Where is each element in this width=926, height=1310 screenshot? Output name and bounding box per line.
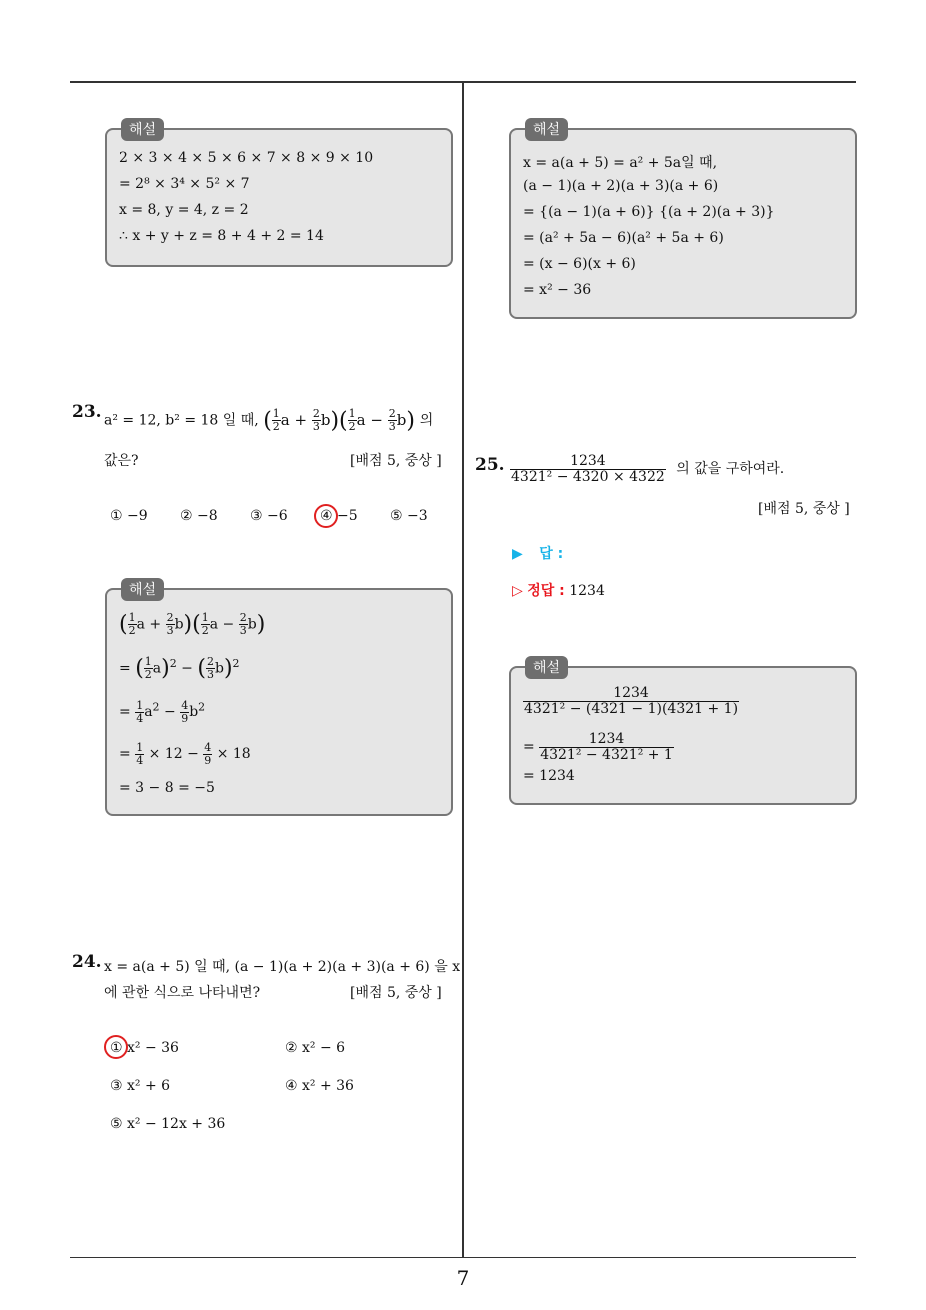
question-23-text: [104, 408, 433, 433]
q24-option-4[interactable]: ④ x² + 36: [285, 1078, 354, 1094]
question-25-score: [배점 5, 중상 ]: [758, 501, 850, 517]
sol22-line-1: 2 × 3 × 4 × 5 × 6 × 7 × 8 × 9 × 10: [119, 150, 374, 166]
question-number-23: 23.: [72, 402, 102, 422]
sol23-line-2: = ( $\frac{1}{2}$ a)$^2$ − ( $\frac{2}{3}$ b)$^2$: [119, 655, 240, 681]
solution-label: 해설: [525, 656, 568, 679]
sol24-line-6: = x² − 36: [523, 282, 592, 298]
solution-box-23: [105, 582, 453, 816]
question-25-text: $\frac{1234}{\text{4321² − 4320 × 4322}}$ 의 값을 구하여라.: [511, 453, 785, 485]
q24-option-5[interactable]: ⑤ x² − 12x + 36: [110, 1116, 226, 1132]
sol25-line-2: = $\frac{1234}{\text{4321² − 4321² + 1}}$: [523, 731, 673, 763]
play-outline-icon: ▷: [512, 583, 523, 599]
sol24-line-5: = (x − 6)(x + 6): [523, 256, 636, 272]
solution-box-24: [509, 122, 857, 319]
q24-option-1[interactable]: ① x² − 36: [110, 1040, 179, 1056]
q24-option-2[interactable]: ② x² − 6: [285, 1040, 346, 1056]
question-23-line-2: 값은?: [104, 453, 139, 469]
sol22-line-4: ∴ x + y + z = 8 + 4 + 2 = 14: [119, 228, 324, 244]
answer-label: 답 :: [539, 546, 564, 562]
sol23-line-5: = 3 − 8 = −5: [119, 780, 215, 796]
q23-option-5[interactable]: ⑤ −3: [390, 508, 428, 524]
sol22-line-3: x = 8, y = 4, z = 2: [119, 202, 249, 218]
solution-box-25: [509, 660, 857, 805]
sol23-line-1: ( $\frac{1}{2}$ a + $\frac{2}{3}$ b)( $\frac{1}{2}$ a − $\frac{2}{3}$ b): [119, 611, 266, 637]
q23-option-2[interactable]: ② −8: [180, 508, 218, 524]
solution-label: 해설: [121, 118, 164, 141]
q23-option-1[interactable]: ① −9: [110, 508, 148, 524]
sol24-line-4: = (a² + 5a − 6)(a² + 5a + 6): [523, 230, 724, 246]
solution-label: 해설: [525, 118, 568, 141]
question-24-score: [배점 5, 중상 ]: [350, 985, 442, 1001]
sol24-line-1: x = a(a + 5) = a² + 5a일 때,: [523, 155, 718, 171]
sol23-line-4: = $\frac{1}{4}$ × 12 − $\frac{4}{9}$ × 18: [119, 741, 251, 767]
q23-condition: a² = 12, b² = 18 일 때,: [104, 412, 259, 429]
bottom-rule: [70, 1257, 856, 1258]
answer-row: [512, 543, 563, 563]
question-23-score: [배점 5, 중상 ]: [350, 453, 442, 469]
question-number-25: 25.: [475, 455, 505, 475]
q23-option-3[interactable]: ③ −6: [250, 508, 288, 524]
correct-answer-label: 정답 :: [527, 583, 565, 599]
q23-option-4[interactable]: ④ −5: [320, 508, 358, 524]
selected-answer-circle: [314, 504, 338, 528]
page-number: 7: [456, 1266, 470, 1290]
correct-answer-row: [512, 580, 605, 600]
q23-suffix: 의: [419, 412, 434, 429]
q23-expression: ( $\frac{1}{2}$ a + $\frac{2}{3}$ b)( $\frac{1}{2}$ a − $\frac{2}{3}$ b): [263, 407, 415, 433]
solution-box-22: [105, 122, 453, 267]
sol25-line-3: = 1234: [523, 768, 575, 784]
question-number-24: 24.: [72, 952, 102, 972]
selected-answer-circle: [104, 1035, 128, 1059]
sol25-line-1: $\frac{1234}{\text{4321² − (4321 − 1)(4321 + 1)}}$: [524, 685, 739, 717]
q24-option-3[interactable]: ③ x² + 6: [110, 1078, 171, 1094]
sol23-line-3: = $\frac{1}{4}$ $a^2$ − $\frac{4}{9}$ $b^2$: [119, 699, 206, 725]
question-24-line-1: x = a(a + 5) 일 때, (a − 1)(a + 2)(a + 3)(a + 6) 을 x: [104, 959, 461, 975]
sol24-line-2: (a − 1)(a + 2)(a + 3)(a + 6): [523, 178, 719, 194]
play-icon: ▶: [512, 546, 523, 562]
solution-label: 해설: [121, 578, 164, 601]
correct-answer-value: 1234: [569, 583, 605, 599]
sol24-line-3: = {(a − 1)(a + 6)} {(a + 2)(a + 3)}: [523, 204, 775, 220]
sol22-line-2: = 2⁸ × 3⁴ × 5² × 7: [119, 176, 250, 192]
question-24-line-2: 에 관한 식으로 나타내면?: [104, 985, 261, 1001]
column-divider: [462, 82, 464, 1258]
